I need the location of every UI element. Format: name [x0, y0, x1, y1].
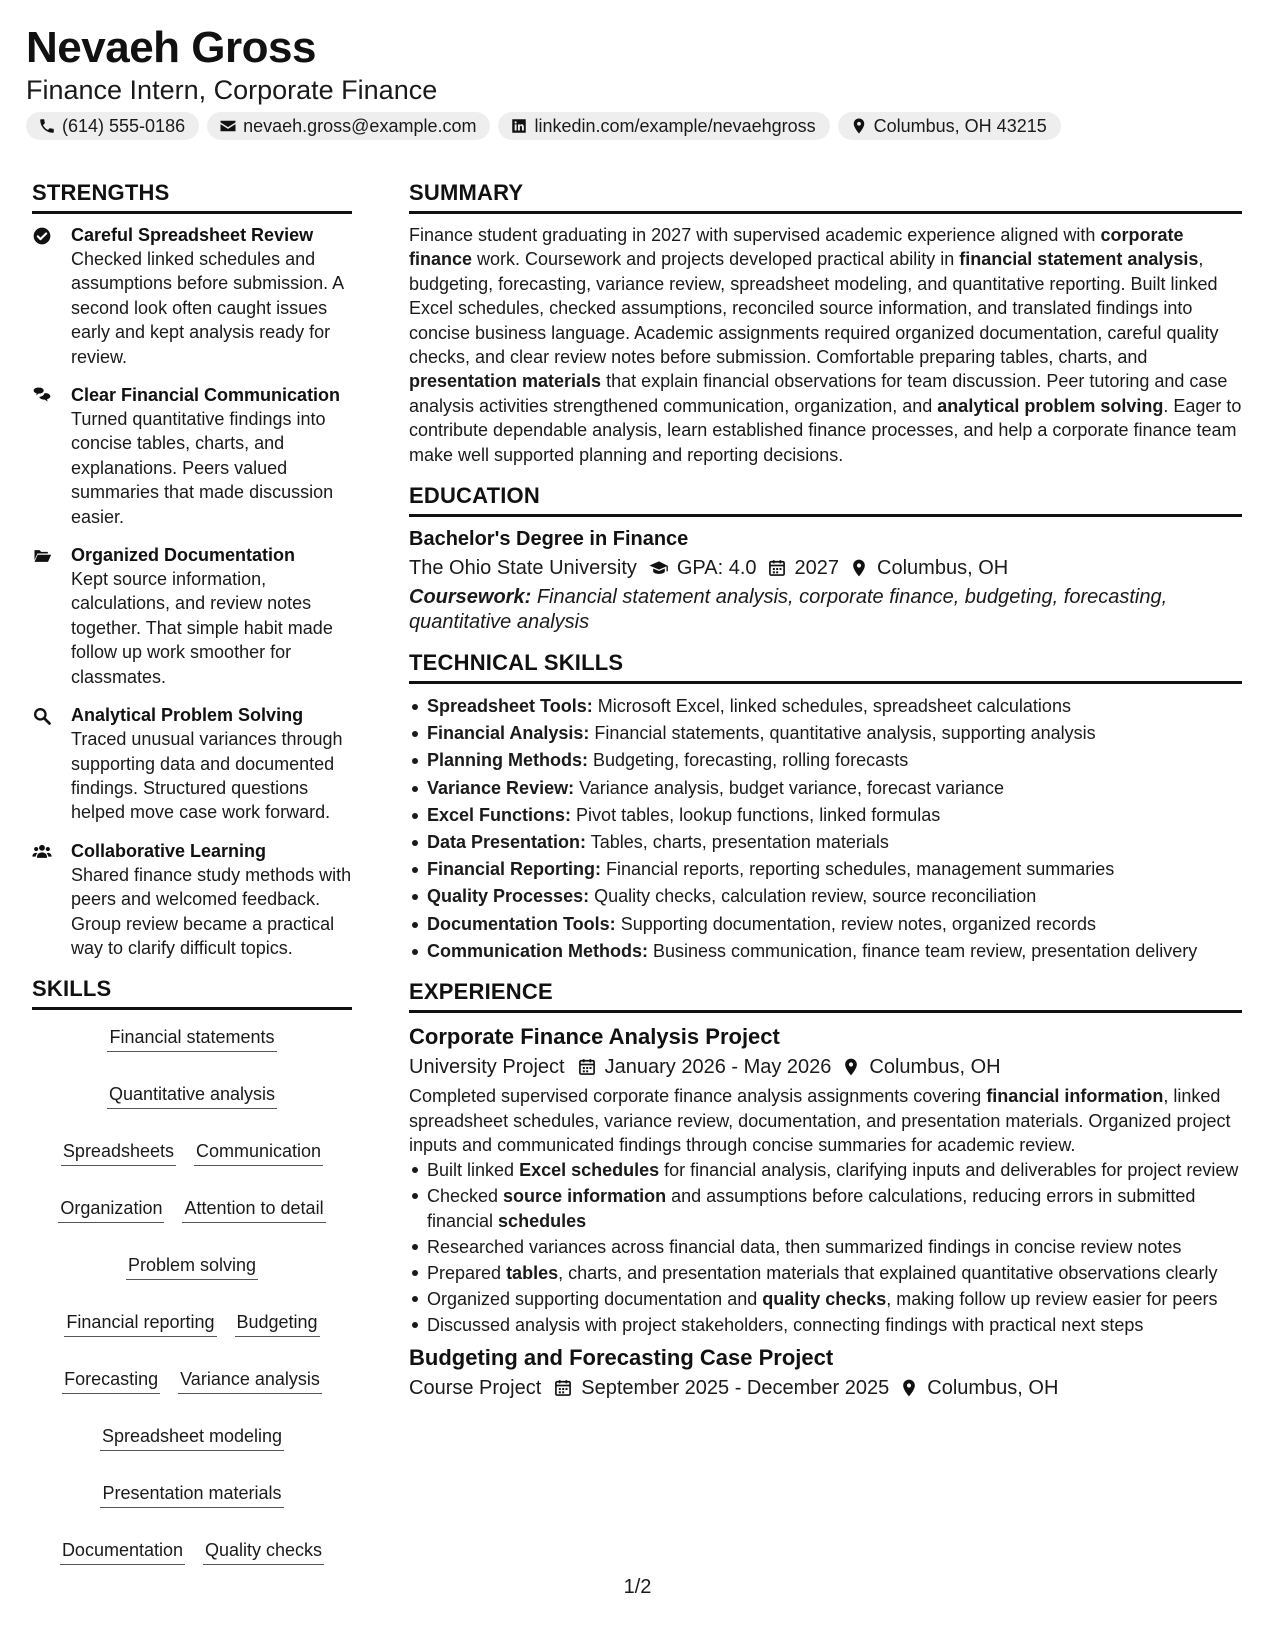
summary-heading: SUMMARY: [409, 178, 1242, 214]
strength-title: Clear Financial Communication: [71, 385, 341, 406]
list-item: Documentation Tools: Supporting documentation, review notes, organized records: [409, 911, 1242, 938]
check-circle-icon: [32, 226, 52, 246]
left-column: [32, 178, 352, 1565]
calendar-icon: [577, 1057, 597, 1077]
strength-desc: Turned quantitative findings into concise tables, charts, and explanations. Peers valued summaries that made discussion easier.: [71, 409, 334, 527]
coursework-text: Financial statement analysis, corporate finance, budgeting, forecasting, quantitative analysis: [409, 586, 1168, 633]
list-item: Data Presentation: Tables, charts, presentation materials: [409, 829, 1242, 856]
folder-open-icon: [32, 546, 52, 566]
skill-tag: Quantitative analysis: [107, 1082, 277, 1109]
strength-desc: Shared finance study methods with peers and welcomed feedback. Group review became a practical way to clarify difficult topics.: [71, 864, 352, 958]
strength-item: [32, 383, 352, 529]
list-item: Checked source information and assumptions before calculations, reducing errors in submitted financial schedules: [409, 1184, 1242, 1233]
strength-title: Collaborative Learning: [71, 840, 267, 861]
list-item: Communication Methods: Business communication, finance team review, presentation delivery: [409, 938, 1242, 965]
contact-email[interactable]: [207, 112, 490, 140]
job-org: Course Project: [409, 1377, 542, 1400]
skill-tag: Attention to detail: [182, 1196, 325, 1223]
contact-linkedin-text: linkedin.com/example/nevaehgross: [534, 115, 816, 136]
skill-tag: Presentation materials: [100, 1481, 283, 1508]
contact-phone[interactable]: [26, 112, 199, 140]
linkedin-icon: [510, 117, 528, 135]
strength-desc: Checked linked schedules and assumptions before submission. A second look often caught issues early and kept analysis ready for review.: [71, 249, 344, 367]
map-marker-icon: [841, 1057, 861, 1077]
skills-list: [32, 1019, 352, 1565]
job-summary: Completed supervised corporate finance analysis assignments covering financial information, linked spreadsheet schedules, variance review, documentation, and presentation materials. Organized project inputs and communicated findings through concise summaries for academic review.: [409, 1086, 1231, 1155]
contact-location: [838, 112, 1061, 140]
graduation-year: 2027: [794, 557, 840, 580]
contact-phone-text: (614) 555-0186: [62, 115, 186, 136]
strength-title: Organized Documentation: [71, 545, 296, 566]
coursework-label: Coursework:: [409, 586, 532, 609]
school-name: The Ohio State University: [409, 557, 637, 580]
contact-linkedin[interactable]: [498, 112, 829, 140]
list-item: Spreadsheet Tools: Microsoft Excel, linked schedules, spreadsheet calculations: [409, 693, 1242, 720]
skill-tag: Budgeting: [235, 1310, 320, 1337]
candidate-title: Finance Intern, Corporate Finance: [26, 75, 438, 105]
job-dates: September 2025 - December 2025: [581, 1377, 890, 1400]
education-heading: EDUCATION: [409, 481, 1242, 517]
strengths-list: [32, 223, 352, 960]
phone-icon: [38, 117, 56, 135]
list-item: Variance Review: Variance analysis, budget variance, forecast variance: [409, 775, 1242, 802]
technical-skills-list: [409, 693, 1242, 965]
strength-item: [32, 703, 352, 825]
skill-tag: Financial statements: [107, 1025, 276, 1052]
map-marker-icon: [850, 117, 868, 135]
job-meta: [409, 1052, 1242, 1082]
skill-tag: Quality checks: [203, 1538, 324, 1565]
search-icon: [32, 706, 52, 726]
skill-tag: Organization: [58, 1196, 164, 1223]
strength-desc: Kept source information, calculations, and review notes together. That simple habit made follow up work smoother for classmates.: [71, 569, 333, 687]
list-item: Financial Reporting: Financial reports, reporting schedules, management summaries: [409, 856, 1242, 883]
experience-heading: EXPERIENCE: [409, 977, 1242, 1013]
strength-item: [32, 839, 352, 961]
skill-tag: Communication: [194, 1139, 323, 1166]
resume-header: [26, 22, 1256, 140]
education-meta: [409, 553, 1242, 583]
users-icon: [32, 842, 52, 862]
page-number: 1/2: [623, 1576, 652, 1598]
right-column: [409, 178, 1242, 1403]
job-org: University Project: [409, 1056, 565, 1079]
list-item: Quality Processes: Quality checks, calculation review, source reconciliation: [409, 883, 1242, 910]
job-title: Budgeting and Forecasting Case Project: [409, 1345, 834, 1371]
degree-title: Bachelor's Degree in Finance: [409, 528, 689, 551]
list-item: Excel Functions: Pivot tables, lookup functions, linked formulas: [409, 802, 1242, 829]
candidate-name: Nevaeh Gross: [26, 23, 316, 72]
strength-desc: Traced unusual variances through supporting data and documented findings. Structured questions helped move case work forward.: [71, 729, 343, 823]
skill-tag: Problem solving: [126, 1253, 258, 1280]
skill-tag: Variance analysis: [178, 1367, 322, 1394]
job-title: Corporate Finance Analysis Project: [409, 1024, 780, 1050]
technical-skills-heading: TECHNICAL SKILLS: [409, 648, 1242, 684]
map-marker-icon: [849, 558, 869, 578]
comments-icon: [32, 386, 52, 406]
coursework: [409, 585, 1242, 634]
calendar-icon: [553, 1378, 573, 1398]
list-item: Financial Analysis: Financial statements, quantitative analysis, supporting analysis: [409, 720, 1242, 747]
job-location: Columbus, OH: [869, 1056, 1001, 1079]
list-item: Built linked Excel schedules for financial analysis, clarifying inputs and deliverables for project review: [409, 1158, 1242, 1182]
list-item: Prepared tables, charts, and presentation materials that explained quantitative observations clearly: [409, 1261, 1242, 1285]
strength-item: [32, 543, 352, 689]
skill-tag: Financial reporting: [64, 1310, 216, 1337]
skills-heading: SKILLS: [32, 974, 352, 1010]
skill-tag: Forecasting: [62, 1367, 160, 1394]
contact-location-text: Columbus, OH 43215: [873, 115, 1047, 136]
summary-text: Finance student graduating in 2027 with supervised academic experience aligned with corporate finance work. Coursework and projects developed practical ability in financial statement analysis, budgeting, forecasting, variance review, spreadsheet modeling, and quantitative reporting. Built linked Excel schedules, checked assumptions, reconciled source information, and translated findings into concise business language. Academic assignments required organized documentation, careful quality checks, and clear review notes before submission. Comfortable preparing tables, charts, and presentation materials that explain financial observations for team discussion. Peer tutoring and case analysis activities strengthened communication, organization, and analytical problem solving. Eager to contribute dependable analysis, learn established finance processes, and help a corporate finance team make well supported planning and reporting decisions.: [409, 225, 1242, 465]
strength-title: Analytical Problem Solving: [71, 705, 304, 726]
strength-item: [32, 223, 352, 369]
strength-title: Careful Spreadsheet Review: [71, 225, 314, 245]
strengths-heading: STRENGTHS: [32, 178, 352, 214]
job-bullets: [409, 1158, 1242, 1337]
skill-tag: Spreadsheet modeling: [100, 1424, 284, 1451]
list-item: Planning Methods: Budgeting, forecasting, rolling forecasts: [409, 747, 1242, 774]
job-meta: [409, 1373, 1242, 1403]
list-item: Organized supporting documentation and quality checks, making follow up review easier for peers: [409, 1287, 1242, 1311]
list-item: Discussed analysis with project stakeholders, connecting findings with practical next steps: [409, 1313, 1242, 1337]
contact-bar: [26, 112, 1256, 140]
school-location: Columbus, OH: [877, 557, 1009, 580]
skill-tag: Spreadsheets: [61, 1139, 176, 1166]
gpa: GPA: 4.0: [676, 557, 757, 580]
graduation-cap-icon: [649, 558, 669, 578]
map-marker-icon: [899, 1378, 919, 1398]
skill-tag: Documentation: [60, 1538, 185, 1565]
job-dates: January 2026 - May 2026: [604, 1056, 832, 1079]
contact-email-text: nevaeh.gross@example.com: [243, 115, 477, 136]
calendar-icon: [767, 558, 787, 578]
job-location: Columbus, OH: [927, 1377, 1059, 1400]
envelope-icon: [219, 117, 237, 135]
list-item: Researched variances across financial data, then summarized findings in concise review notes: [409, 1235, 1242, 1259]
